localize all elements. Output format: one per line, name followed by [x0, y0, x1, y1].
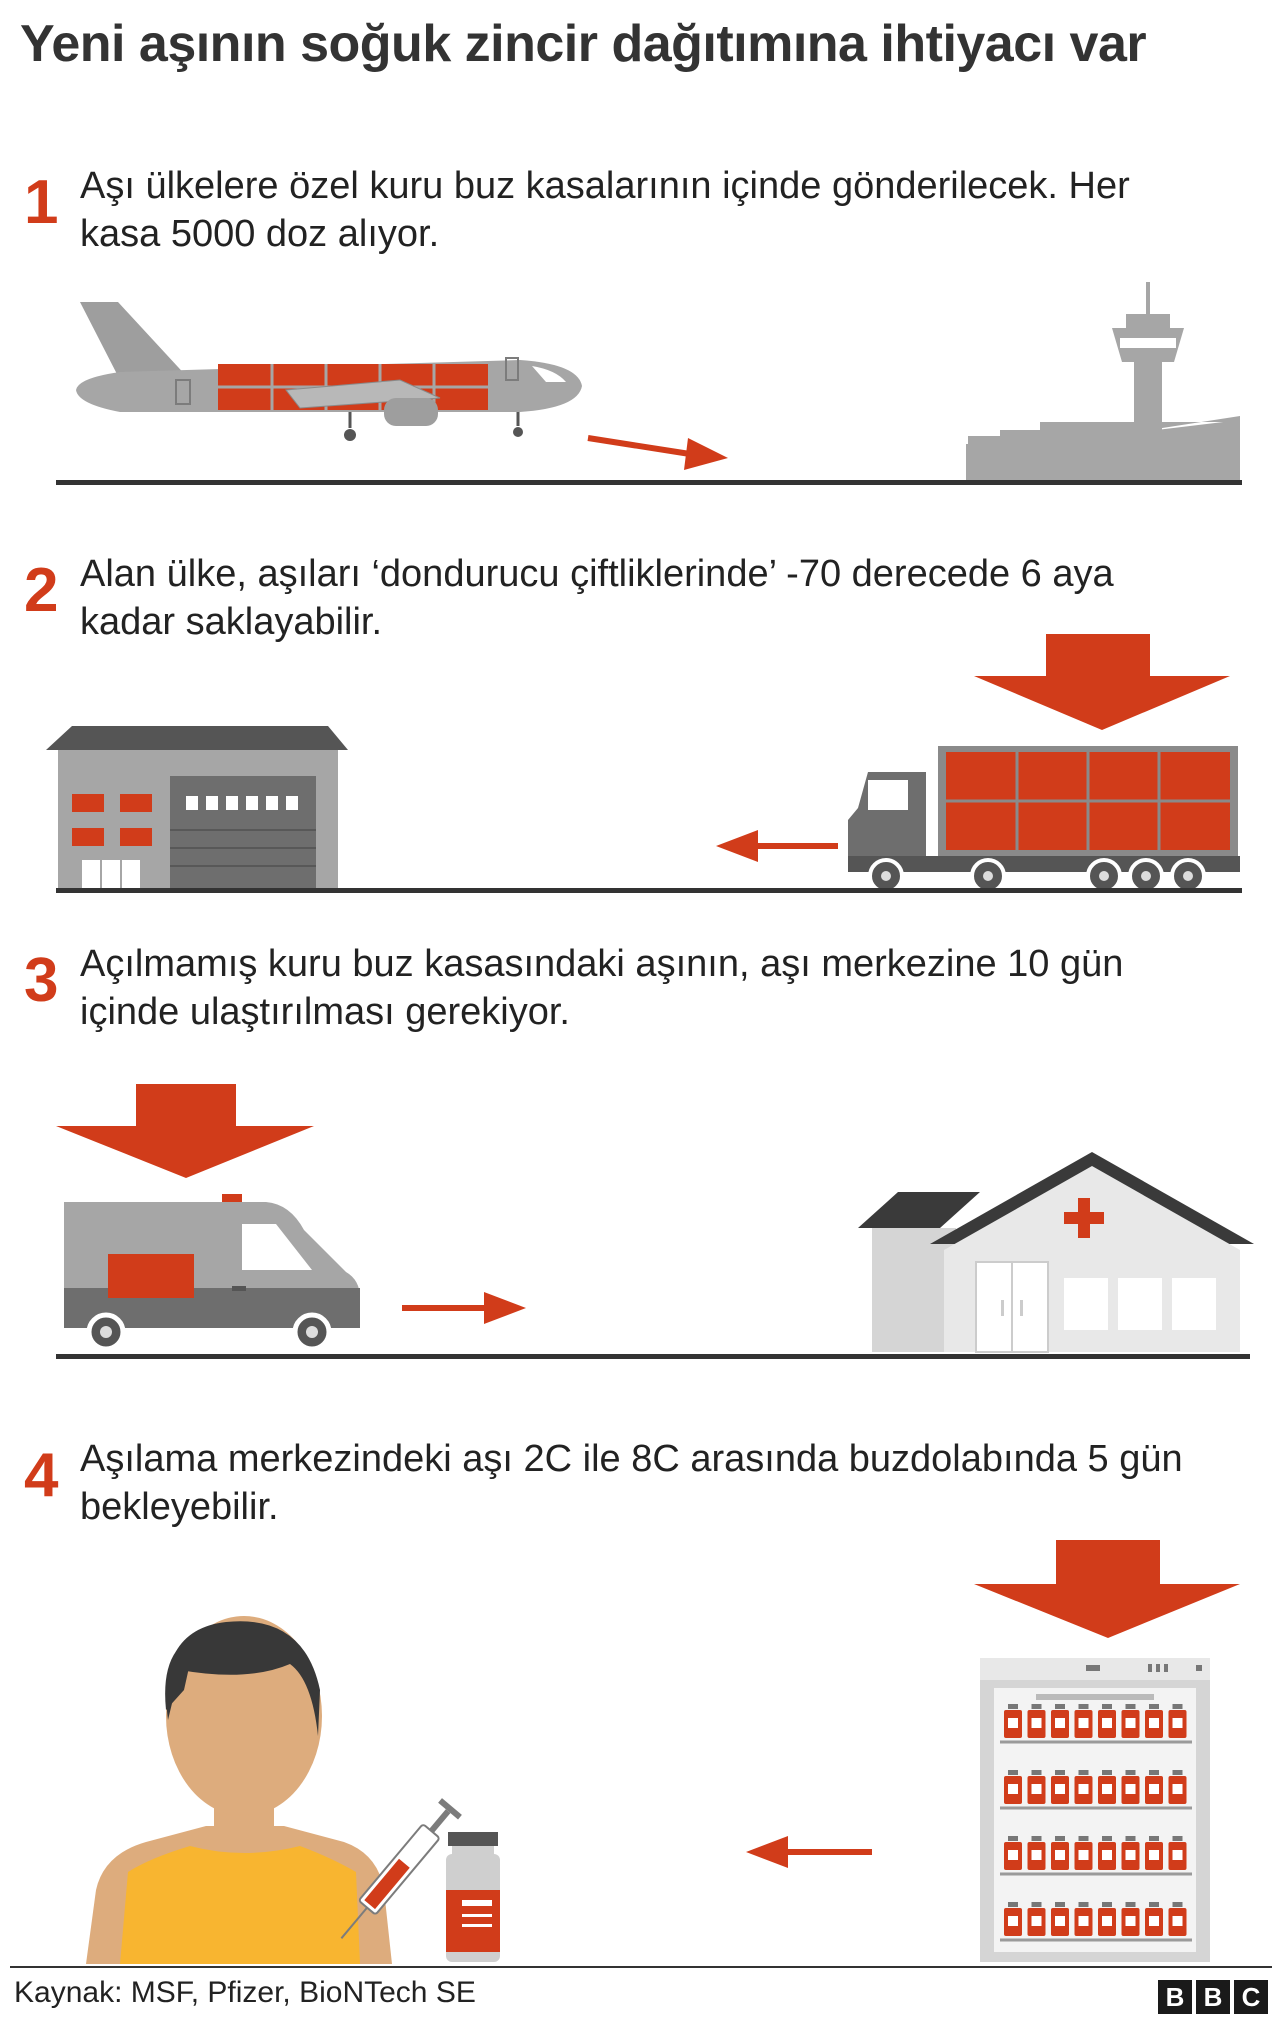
fridge-vial-label — [1102, 1916, 1112, 1926]
fridge-vial-label — [1055, 1784, 1065, 1794]
fridge-vial-cap — [1173, 1770, 1183, 1775]
fridge-vial-cap — [1055, 1902, 1065, 1907]
fridge-vial-label — [1008, 1916, 1018, 1926]
fridge-vial-label — [1032, 1784, 1042, 1794]
fridge-vial-label — [1126, 1850, 1136, 1860]
step-4-text-line-2: bekleyebilir. — [80, 1486, 279, 1528]
step-2-number: 2 — [24, 556, 59, 625]
fridge-vial-cap — [1149, 1836, 1159, 1841]
step-2-illustration — [0, 634, 1280, 894]
step-3-text — [80, 940, 1260, 1036]
fridge-vial-cap — [1102, 1770, 1112, 1775]
fridge-vial-label — [1008, 1784, 1018, 1794]
fridge-vial-cap — [1008, 1770, 1018, 1775]
step-4-illustration — [0, 1540, 1280, 1964]
bbc-logo-letter: B — [1158, 1980, 1192, 2014]
fridge-vial-label — [1173, 1850, 1183, 1860]
step-3-text-line-1: Açılmamış kuru buz kasasındaki aşının, aşı merkezine 10 gün — [80, 943, 1124, 985]
fridge-vial-label — [1055, 1718, 1065, 1728]
fridge-vial-label — [1149, 1784, 1159, 1794]
ground-line — [56, 1354, 1250, 1359]
fridge-vial-cap — [1079, 1836, 1089, 1841]
fridge-vial-cap — [1079, 1902, 1089, 1907]
step-2-text-line-1: Alan ülke, aşıları ‘dondurucu çiftliklerinde’ -70 derecede 6 aya — [80, 553, 1114, 595]
fridge-icon — [980, 1658, 1210, 1962]
step-3-illustration — [0, 1074, 1280, 1364]
fridge-vial-label — [1126, 1916, 1136, 1926]
fridge-vial-label — [1032, 1916, 1042, 1926]
fridge-vial-cap — [1102, 1902, 1112, 1907]
fridge-vial-cap — [1055, 1770, 1065, 1775]
fridge-vial-cap — [1008, 1902, 1018, 1907]
arrow-down-icon — [974, 634, 1230, 730]
arrow-right-icon — [402, 1292, 526, 1324]
airplane-icon — [76, 302, 582, 441]
fridge-vial-cap — [1126, 1836, 1136, 1841]
step-1-illustration — [0, 280, 1280, 500]
fridge-vial-label — [1032, 1850, 1042, 1860]
fridge-vial-label — [1173, 1718, 1183, 1728]
step-4-text-line-1: Aşılama merkezindeki aşı 2C ile 8C arasında buzdolabında 5 gün — [80, 1438, 1183, 1480]
fridge-vial-label — [1055, 1850, 1065, 1860]
step-3-text-line-2: içinde ulaştırılması gerekiyor. — [80, 991, 570, 1033]
control-tower-icon — [966, 282, 1240, 480]
step-2-text — [80, 550, 1260, 646]
fridge-vial-label — [1102, 1850, 1112, 1860]
arrow-down-icon — [56, 1084, 314, 1178]
fridge-vial-cap — [1149, 1902, 1159, 1907]
step-4-text — [80, 1435, 1260, 1531]
step-1-text-line-1: Aşı ülkelere özel kuru buz kasalarının içinde gönderilecek. Her — [80, 165, 1130, 207]
step-4-number: 4 — [24, 1441, 59, 1510]
fridge-vial-cap — [1032, 1902, 1042, 1907]
fridge-vial-cap — [1173, 1836, 1183, 1841]
fridge-vial-cap — [1149, 1770, 1159, 1775]
person-icon — [86, 1616, 392, 1964]
fridge-vial-cap — [1032, 1704, 1042, 1709]
fridge-vial-label — [1008, 1718, 1018, 1728]
step-1-text — [80, 162, 1260, 258]
fridge-vial-cap — [1079, 1770, 1089, 1775]
vial-icon — [446, 1832, 500, 1962]
fridge-vial-cap — [1102, 1704, 1112, 1709]
fridge-vial-cap — [1032, 1770, 1042, 1775]
footer-divider — [10, 1966, 1272, 1968]
fridge-vial-cap — [1102, 1836, 1112, 1841]
fridge-vial-label — [1079, 1850, 1089, 1860]
fridge-vial-cap — [1079, 1704, 1089, 1709]
bbc-logo — [1158, 1980, 1268, 2014]
fridge-vial-label — [1008, 1850, 1018, 1860]
fridge-vial-label — [1126, 1784, 1136, 1794]
fridge-vial-label — [1102, 1784, 1112, 1794]
fridge-vial-label — [1126, 1718, 1136, 1728]
fridge-vial-label — [1079, 1916, 1089, 1926]
step-2-text-line-2: kadar saklayabilir. — [80, 601, 383, 643]
clinic-icon — [858, 1152, 1254, 1352]
step-1-text-line-2: kasa 5000 doz alıyor. — [80, 213, 440, 255]
fridge-vial-label — [1032, 1718, 1042, 1728]
arrow-right-icon — [588, 438, 728, 470]
ground-line — [56, 888, 1242, 893]
arrow-left-icon — [716, 830, 838, 862]
fridge-vial-label — [1055, 1916, 1065, 1926]
bbc-logo-letter: C — [1234, 1980, 1268, 2014]
source-credit: Kaynak: MSF, Pfizer, BioNTech SE — [14, 1976, 476, 2009]
truck-icon — [848, 746, 1240, 892]
fridge-vial-cap — [1126, 1704, 1136, 1709]
bbc-logo-letter: B — [1196, 1980, 1230, 2014]
fridge-vial-label — [1149, 1718, 1159, 1728]
fridge-vial-cap — [1173, 1704, 1183, 1709]
fridge-vial-label — [1173, 1784, 1183, 1794]
fridge-vial-label — [1102, 1718, 1112, 1728]
fridge-vial-label — [1173, 1916, 1183, 1926]
fridge-vial-cap — [1008, 1704, 1018, 1709]
fridge-vial-cap — [1149, 1704, 1159, 1709]
ground-line — [56, 480, 1242, 485]
fridge-vial-cap — [1008, 1836, 1018, 1841]
fridge-vial-label — [1079, 1784, 1089, 1794]
fridge-vial-cap — [1055, 1704, 1065, 1709]
arrow-left-icon — [746, 1836, 872, 1868]
fridge-vial-cap — [1126, 1770, 1136, 1775]
step-1-number: 1 — [24, 168, 59, 237]
step-3-number: 3 — [24, 946, 59, 1015]
fridge-vial-cap — [1032, 1836, 1042, 1841]
warehouse-icon — [46, 726, 348, 890]
fridge-vial-label — [1079, 1718, 1089, 1728]
page-title: Yeni aşının soğuk zincir dağıtımına ihtiyacı var — [20, 15, 1147, 73]
fridge-vial-cap — [1173, 1902, 1183, 1907]
fridge-vial-cap — [1055, 1836, 1065, 1841]
van-icon — [64, 1194, 360, 1349]
fridge-vial-cap — [1126, 1902, 1136, 1907]
fridge-vial-label — [1149, 1916, 1159, 1926]
arrow-down-icon — [974, 1540, 1240, 1638]
fridge-vial-label — [1149, 1850, 1159, 1860]
